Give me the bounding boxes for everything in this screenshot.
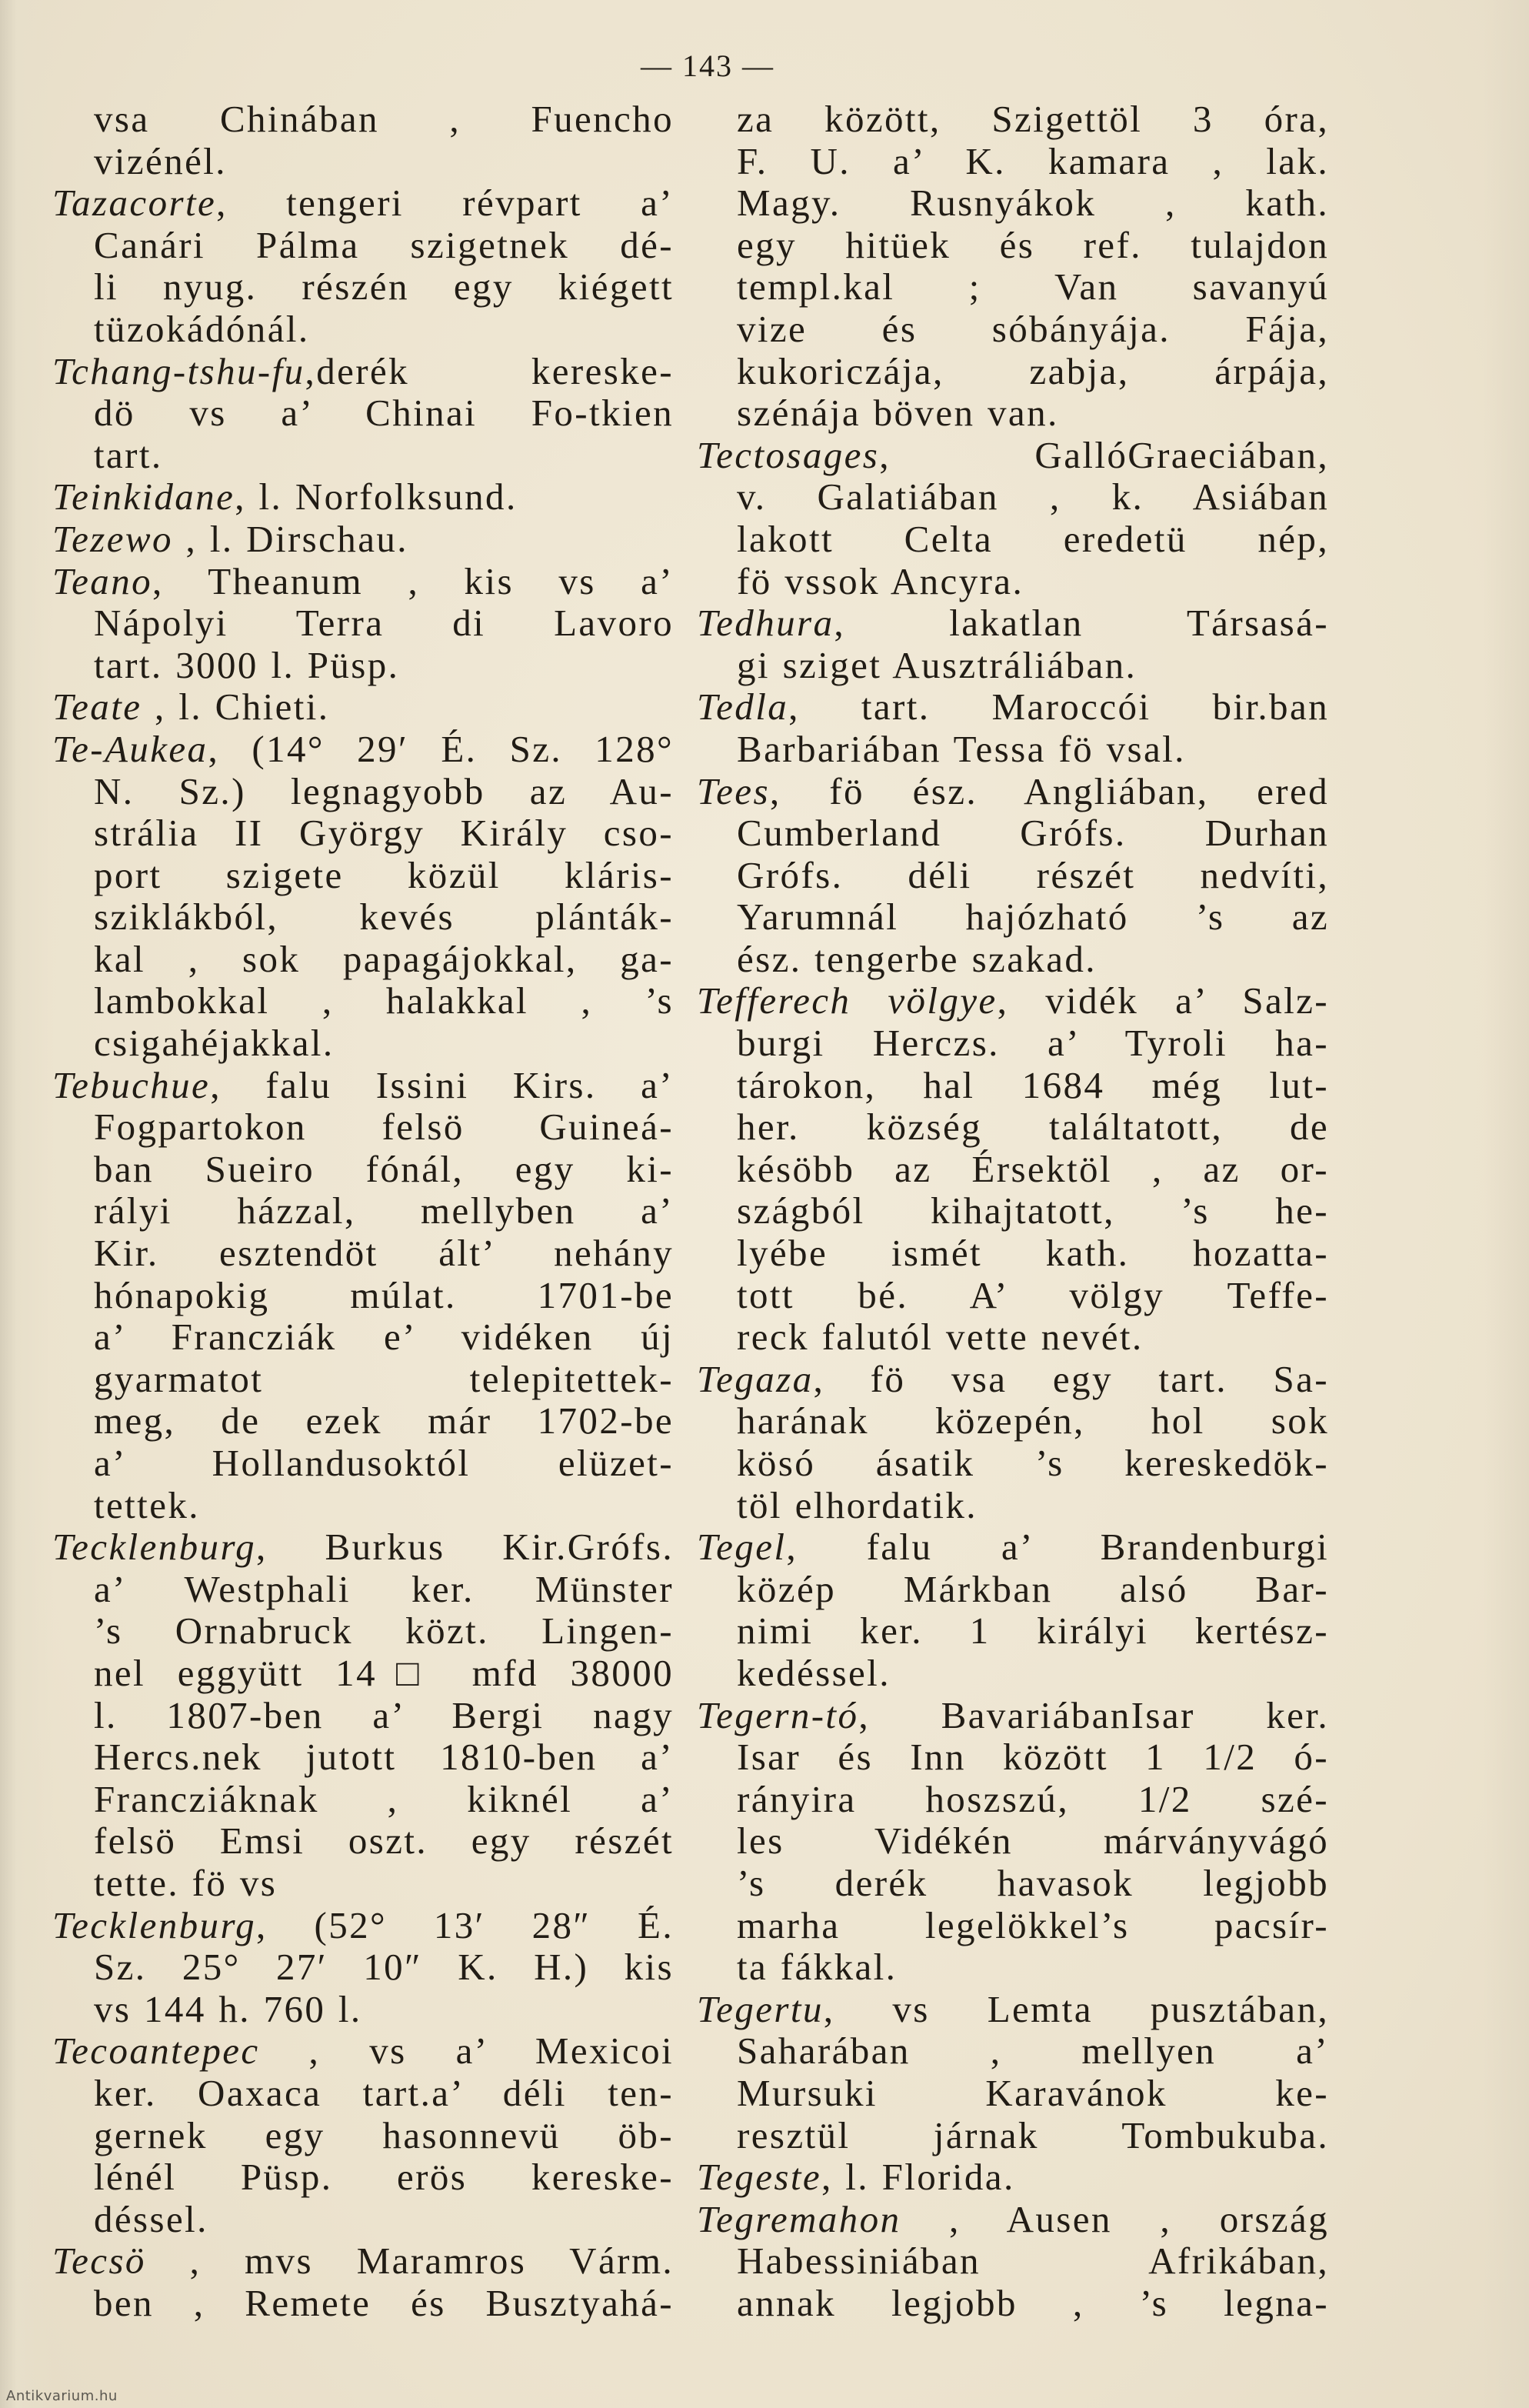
text-line: l. 1807-ben a’ Bergi nagy [94, 1694, 674, 1736]
text-line: egy hitüek és ref. tulajdon [737, 224, 1329, 266]
text-line: Hercs.nek jutott 1810-ben a’ [94, 1736, 674, 1779]
line-text: , l. Dirschau. [172, 518, 408, 560]
headword: Tazacorte [52, 182, 217, 225]
headword: Tecklenburg [52, 1904, 257, 1946]
text-line: közép Márkban alsó Bar- [737, 1568, 1329, 1610]
page-number: — 143 — [641, 48, 774, 83]
text-line: tettek. [94, 1484, 200, 1526]
entry-line [52, 1905, 674, 1947]
text-line: Cumberland Grófs. Durhan [737, 812, 1329, 855]
line-text: , tengeri révpart a’ [216, 182, 674, 225]
text-line: Barbariában Tessa fö vsal. [737, 728, 1186, 770]
headword: Tegern-tó [697, 1694, 859, 1736]
text-line: a’ Westphali ker. Münster [94, 1568, 674, 1610]
entry-line [697, 1359, 1329, 1401]
text-line: szágból kihajtatott, ’s he- [737, 1190, 1329, 1232]
headword: Tedhura [697, 602, 834, 645]
text-line: Mursuki Karavánok ke- [737, 2072, 1329, 2114]
text-line: hónapokig múlat. 1701-be [94, 1274, 674, 1316]
headword: Tegel [697, 1526, 787, 1569]
headword: Tchang-tshu-fu [52, 350, 305, 392]
text-line: Habessiniában Afrikában, [737, 2240, 1329, 2283]
text-line: strália II György Király cso- [94, 812, 674, 855]
entry-line [52, 1065, 674, 1107]
text-line: resztül járnak Tombukuba. [737, 2114, 1329, 2156]
text-line: Grófs. déli részét nedvíti, [737, 854, 1329, 896]
text-line: sziklákból, kevés plánták- [94, 896, 674, 939]
line-text: , tart. Maroccói bir.ban [788, 686, 1329, 729]
text-line: tart. [94, 434, 163, 476]
line-text: , Theanum , kis vs a’ [152, 560, 674, 602]
line-text: , BavariábanIsar ker. [858, 1694, 1329, 1736]
text-line: Francziáknak , kiknél a’ [94, 1778, 674, 1820]
entry-line [697, 980, 1329, 1022]
text-line: ben , Remete és Busztyahá- [94, 2282, 674, 2324]
line-text: , fö vsa egy tart. Sa- [813, 1358, 1329, 1400]
right-column [697, 98, 1329, 2324]
text-line: ban Sueiro fónál, egy ki- [94, 1148, 674, 1190]
line-text: , falu a’ Brandenburgi [786, 1526, 1329, 1569]
line-text: , l. Florida. [821, 2156, 1015, 2199]
text-line: Nápolyi Terra di Lavoro [94, 602, 674, 645]
headword: Teano [52, 560, 153, 602]
text-line: szénája böven van. [737, 392, 1059, 435]
headword: Tegertu [697, 1988, 824, 2030]
line-text: , (14° 29′ É. Sz. 128° [208, 728, 674, 770]
text-line: ’s Ornabruck közt. Lingen- [94, 1610, 674, 1653]
text-line: templ.kal ; Van savanyú [737, 266, 1329, 309]
text-line: késöbb az Érsektöl , az or- [737, 1148, 1329, 1190]
line-text: , vs a’ Mexicoi [259, 2030, 674, 2073]
line-text: , GallóGraeciában, [879, 434, 1329, 476]
text-line: rályi házzal, mellyben a’ [94, 1190, 674, 1232]
text-line: lénél Püsp. erös kereske- [94, 2156, 674, 2199]
text-line: Canári Pálma szigetnek dé- [94, 224, 674, 266]
text-line: kukoriczája, zabja, árpája, [737, 350, 1329, 392]
entry-line [697, 1695, 1329, 1737]
text-line: port szigete közül kláris- [94, 854, 674, 896]
text-line: ész. tengerbe szakad. [737, 938, 1097, 980]
entry-line [52, 2030, 674, 2073]
headword: Tegremahon [697, 2198, 901, 2240]
text-line: Kir. esztendöt ált’ nehány [94, 1232, 674, 1275]
text-line: felsö Emsi oszt. egy részét [94, 1820, 674, 1863]
headword: Teate [52, 686, 142, 729]
headword: Tegeste [697, 2156, 821, 2199]
text-line: Sz. 25° 27′ 10″ K. H.) kis [94, 1946, 674, 1989]
text-line: töl elhordatik. [737, 1484, 978, 1526]
text-line: fö vssok Ancyra. [737, 560, 1024, 602]
headword: Tees [697, 770, 770, 812]
headword: Tezewo [52, 518, 173, 560]
text-line: kal , sok papagájokkal, ga- [94, 938, 674, 980]
text-line: les Vidékén márványvágó [737, 1820, 1329, 1863]
text-line: Isar és Inn között 1 1/2 ó- [737, 1736, 1329, 1779]
text-line: ker. Oaxaca tart.a’ déli ten- [94, 2072, 674, 2114]
entry-line [52, 2240, 674, 2283]
text-line: dö vs a’ Chinai Fo-tkien [94, 392, 674, 435]
text-line: her. község találtatott, de [737, 1106, 1329, 1149]
text-line: harának közepén, hol sok [737, 1400, 1329, 1442]
text-line: reck falutól vette nevét. [737, 1316, 1144, 1359]
headword: Tectosages [697, 434, 880, 476]
entry-line [52, 519, 674, 561]
line-text: , vidék a’ Salz- [997, 980, 1329, 1022]
entry-line [52, 351, 674, 393]
text-line: Yarumnál hajózható ’s az [737, 896, 1329, 939]
text-line: meg, de ezek már 1702-be [94, 1400, 674, 1442]
text-line: Saharában , mellyen a’ [737, 2030, 1329, 2073]
entry-line [697, 1989, 1329, 2031]
text-line: gyarmatot telepitettek- [94, 1358, 674, 1400]
headword: Te-Aukea [52, 728, 208, 770]
headword: Tecoantepec [52, 2030, 260, 2073]
text-line: a’ Hollandusoktól elüzet- [94, 1442, 674, 1484]
text-line: v. Galatiában , k. Asiában [737, 476, 1329, 519]
entry-line [697, 686, 1329, 729]
line-text: , (52° 13′ 28″ É. [256, 1904, 674, 1946]
text-line: kösó ásatik ’s kereskedök- [737, 1442, 1329, 1484]
line-text: , falu Issini Kirs. a’ [210, 1064, 674, 1106]
text-line: tüzokádónál. [94, 308, 310, 350]
line-text: , fö ész. Angliában, ered [769, 770, 1329, 812]
text-line: Magy. Rusnyákok , kath. [737, 182, 1329, 225]
line-text: , Ausen , ország [901, 2198, 1329, 2240]
line-text: , l. Chieti. [142, 686, 330, 729]
entry-line [52, 476, 674, 519]
line-text: , lakatlan Társasá- [834, 602, 1329, 645]
text-line: vsa Chinában , Fuencho [94, 98, 674, 140]
text-line: kedéssel. [737, 1652, 891, 1694]
text-line: ta fákkal. [737, 1946, 898, 1989]
text-line: annak legjobb , ’s legna- [737, 2282, 1329, 2324]
left-column [52, 98, 674, 2324]
entry-line [52, 1526, 674, 1569]
entry-line [697, 771, 1329, 813]
text-line: lakott Celta eredetü nép, [737, 518, 1329, 560]
text-line: za között, Szigettöl 3 óra, [737, 98, 1329, 140]
entry-line [697, 2199, 1329, 2241]
text-line: gi sziget Ausztráliában. [737, 644, 1138, 686]
entry-line [697, 435, 1329, 477]
text-line: vizénél. [94, 140, 227, 182]
text-line: N. Sz.) legnagyobb az Au- [94, 770, 674, 812]
text-line: tott bé. A’ völgy Teffe- [737, 1274, 1329, 1316]
text-line: Fogpartokon felsö Guineá- [94, 1106, 674, 1149]
headword: Tefferech völgye [697, 980, 998, 1022]
entry-line [697, 602, 1329, 645]
text-line: tart. 3000 l. Püsp. [94, 644, 400, 686]
text-line: a’ Francziák e’ vidéken új [94, 1316, 674, 1359]
text-line: nel eggyütt 14□ mfd 38000 [94, 1652, 674, 1694]
text-line: burgi Herczs. a’ Tyroli ha- [737, 1022, 1329, 1065]
entry-line [52, 686, 674, 729]
text-line: marha legelökkel’s pacsír- [737, 1904, 1329, 1946]
text-line: li nyug. részén egy kiégett [94, 266, 674, 309]
line-text: , mvs Maramros Várm. [145, 2240, 674, 2283]
headword: Tecsö [52, 2240, 146, 2283]
line-text: , Burkus Kir.Grófs. [256, 1526, 674, 1569]
line-text: ,derék kereske- [305, 350, 674, 392]
text-line: csigahéjakkal. [94, 1022, 335, 1065]
entry-line [697, 2156, 1329, 2199]
text-line: rányira hoszszú, 1/2 szé- [737, 1778, 1329, 1820]
entry-line [697, 1526, 1329, 1569]
headword: Tegaza [697, 1358, 814, 1400]
text-line: vize és sóbányája. Fája, [737, 308, 1329, 350]
text-line: tette. fö vs [94, 1862, 278, 1904]
headword: Tecklenburg [52, 1526, 257, 1569]
headword: Teinkidane [52, 476, 235, 519]
text-line: F. U. a’ K. kamara , lak. [737, 140, 1329, 182]
headword: Tebuchue [52, 1064, 211, 1106]
text-line: tárokon, hal 1684 még lut- [737, 1064, 1329, 1106]
line-text: , l. Norfolksund. [235, 476, 518, 519]
text-line: gernek egy hasonnevü öb- [94, 2114, 674, 2156]
line-text: , vs Lemta pusztában, [823, 1988, 1329, 2030]
text-line: ’s derék havasok legjobb [737, 1862, 1329, 1904]
text-line: vs 144 h. 760 l. [94, 1988, 362, 2030]
text-line: nimi ker. 1 királyi kertész- [737, 1610, 1329, 1653]
text-line: déssel. [94, 2198, 208, 2240]
text-line: lambokkal , halakkal , ’s [94, 980, 674, 1022]
watermark: Antikvarium.hu [6, 2388, 118, 2404]
text-line: lyébe ismét kath. hozatta- [737, 1232, 1329, 1275]
entry-line [52, 561, 674, 603]
headword: Tedla [697, 686, 789, 729]
entry-line [52, 182, 674, 225]
entry-line [52, 729, 674, 771]
